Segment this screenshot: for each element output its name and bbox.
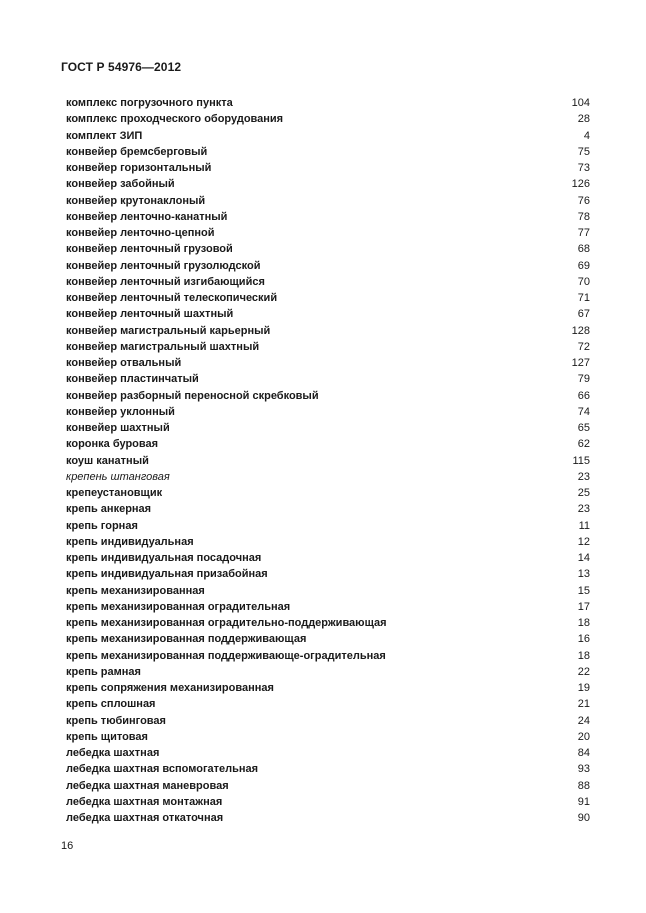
index-term: крепь механизированная — [66, 584, 205, 597]
index-entry — [66, 453, 590, 469]
index-entry — [66, 615, 590, 631]
index-entry — [66, 144, 590, 160]
index-term: крепь тюбинговая — [66, 714, 166, 727]
index-entry — [66, 160, 590, 176]
index-entry — [66, 566, 590, 582]
index-term: крепь сопряжения механизированная — [66, 682, 274, 694]
index-entry — [66, 550, 590, 566]
index-page-ref: 18 — [577, 617, 590, 629]
index-entry — [66, 225, 590, 241]
index-term: конвейер отвальный — [66, 357, 182, 369]
index-page-ref: 25 — [577, 487, 590, 499]
index-page-ref: 128 — [571, 324, 590, 337]
index-page-ref: 73 — [577, 162, 590, 174]
index-term: крепь механизированная поддерживающая — [66, 633, 307, 646]
index-term: крепь механизированная оградительная — [66, 600, 291, 613]
index-entry — [66, 583, 590, 599]
index-page-ref: 79 — [577, 373, 590, 386]
index-entry — [66, 420, 590, 436]
index-entry — [66, 761, 590, 777]
index-page-ref: 28 — [577, 113, 590, 126]
index-page-ref: 18 — [577, 649, 590, 662]
index-term: крепеустановщик — [66, 487, 163, 499]
index-page-ref: 127 — [571, 357, 590, 369]
index-term: конвейер горизонтальный — [66, 162, 212, 174]
index-entry — [66, 258, 590, 274]
index-entry — [66, 534, 590, 550]
index-page-ref: 74 — [577, 405, 590, 418]
index-entry — [66, 193, 590, 209]
index-term: крепень штанговая — [66, 470, 170, 483]
index-page-ref: 72 — [577, 340, 590, 353]
index-page-ref: 115 — [572, 454, 590, 467]
index-entry — [66, 128, 590, 144]
index-entry — [66, 778, 590, 794]
index-term: конвейер забойный — [66, 178, 175, 191]
index-page-ref: 13 — [577, 568, 590, 581]
index-entry — [66, 664, 590, 680]
index-page-ref: 66 — [577, 389, 590, 402]
index-page-ref: 70 — [577, 275, 590, 288]
index-entry — [66, 241, 590, 257]
index-entry — [66, 680, 590, 696]
index-term: конвейер ленточный изгибающийся — [66, 275, 265, 288]
index-page-ref: 68 — [577, 243, 590, 256]
index-term: конвейер разборный переносной скребковый — [66, 389, 319, 402]
index-page-ref: 78 — [577, 210, 590, 223]
index-entry — [66, 485, 590, 501]
index-page-ref: 93 — [577, 763, 590, 776]
index-page-ref: 17 — [577, 600, 590, 613]
index-term: конвейер бремсберговый — [66, 145, 208, 158]
index-page-ref: 84 — [577, 747, 590, 759]
index-entry — [66, 501, 590, 517]
index-page-ref: 91 — [577, 795, 590, 808]
index-entry — [66, 371, 590, 387]
index-term: крепь индивидуальная призабойная — [66, 568, 268, 581]
index-term: конвейер крутонаклоный — [66, 194, 206, 207]
index-term: конвейер ленточный грузолюдской — [66, 259, 261, 272]
index-term: конвейер ленточно-канатный — [66, 210, 228, 223]
index-term: крепь сплошная — [66, 698, 156, 711]
index-term: конвейер уклонный — [66, 405, 175, 418]
index-term: коуш канатный — [66, 454, 149, 467]
index-page-ref: 16 — [577, 633, 590, 646]
index-term: крепь индивидуальная — [66, 535, 194, 548]
index-term: лебедка шахтная монтажная — [66, 795, 223, 808]
index-entry — [66, 95, 590, 111]
index-term: лебедка шахтная — [66, 747, 160, 759]
index-term: конвейер ленточно-цепной — [66, 227, 215, 239]
index-page-ref: 19 — [577, 682, 590, 694]
page-number: 16 — [61, 840, 74, 852]
index-page-ref: 14 — [577, 552, 590, 564]
index-entry — [66, 631, 590, 647]
index-entry — [66, 436, 590, 452]
index-entry — [66, 209, 590, 225]
index-term: коронка буровая — [66, 438, 159, 451]
index-term: конвейер магистральный карьерный — [66, 324, 271, 337]
index-term: крепь анкерная — [66, 503, 152, 516]
index-page-ref: 21 — [577, 698, 590, 711]
index-entry — [66, 339, 590, 355]
index-entry — [66, 794, 590, 810]
index-term: лебедка шахтная вспомогательная — [66, 763, 259, 776]
index-page-ref: 126 — [571, 178, 590, 191]
index-page-ref: 23 — [577, 470, 590, 483]
index-term: конвейер пластинчатый — [66, 373, 199, 386]
index-entry — [66, 306, 590, 322]
index-page-ref: 22 — [577, 665, 590, 678]
index-entry — [66, 518, 590, 534]
index-page-ref: 69 — [577, 259, 590, 272]
index-page-ref: 88 — [577, 779, 590, 792]
index-term: конвейер ленточный шахтный — [66, 308, 234, 321]
index-entry — [66, 729, 590, 745]
index-term: крепь механизированная поддерживающе-оградительная — [66, 649, 386, 662]
index-term: конвейер шахтный — [66, 422, 170, 434]
index-entry — [66, 290, 590, 306]
index-page-ref: 23 — [577, 503, 590, 516]
index-page-ref: 11 — [578, 519, 590, 532]
index-term: крепь рамная — [66, 665, 141, 678]
index-page-ref: 90 — [577, 812, 590, 824]
index-term: крепь индивидуальная посадочная — [66, 552, 262, 564]
index-term: комплект ЗИП — [66, 129, 143, 142]
index-entry — [66, 176, 590, 192]
index-entry — [66, 745, 590, 761]
index-term: крепь щитовая — [66, 730, 148, 743]
index-term: комплекс погрузочного пункта — [66, 97, 233, 109]
index-page-ref: 20 — [577, 730, 590, 743]
document-header: ГОСТ Р 54976—2012 — [61, 60, 182, 74]
index-entry — [66, 713, 590, 729]
index-term: крепь механизированная оградительно-поддерживающая — [66, 617, 387, 629]
index-page-ref: 24 — [577, 714, 590, 727]
index-entry — [66, 274, 590, 290]
index-page-ref: 71 — [577, 292, 590, 304]
index-entry — [66, 111, 590, 127]
index-term: комплекс проходческого оборудования — [66, 113, 284, 126]
index-page-ref: 76 — [577, 194, 590, 207]
index-term: лебедка шахтная маневровая — [66, 779, 229, 792]
index-entry — [66, 810, 590, 826]
index-entry — [66, 599, 590, 615]
index-page-ref: 15 — [577, 584, 590, 597]
index-page-ref: 104 — [571, 97, 590, 109]
index-entry — [66, 323, 590, 339]
index-page-ref: 67 — [577, 308, 590, 321]
index-entry — [66, 696, 590, 712]
index-entry — [66, 469, 590, 485]
index-page-ref: 77 — [577, 227, 590, 239]
index-page-ref: 75 — [577, 145, 590, 158]
index-page-ref: 4 — [583, 129, 590, 142]
index-page-ref: 65 — [577, 422, 590, 434]
index-entry — [66, 404, 590, 420]
index-entry — [66, 355, 590, 371]
index-page-ref: 12 — [577, 535, 590, 548]
index-term: крепь горная — [66, 519, 138, 532]
index-entry — [66, 648, 590, 664]
index-term: конвейер магистральный шахтный — [66, 340, 260, 353]
index-term: конвейер ленточный грузовой — [66, 243, 233, 256]
index-page-ref: 62 — [577, 438, 590, 451]
index-entry — [66, 388, 590, 404]
index-term: лебедка шахтная откаточная — [66, 812, 224, 824]
index-term: конвейер ленточный телескопический — [66, 292, 278, 304]
alphabetical-index — [66, 95, 590, 826]
